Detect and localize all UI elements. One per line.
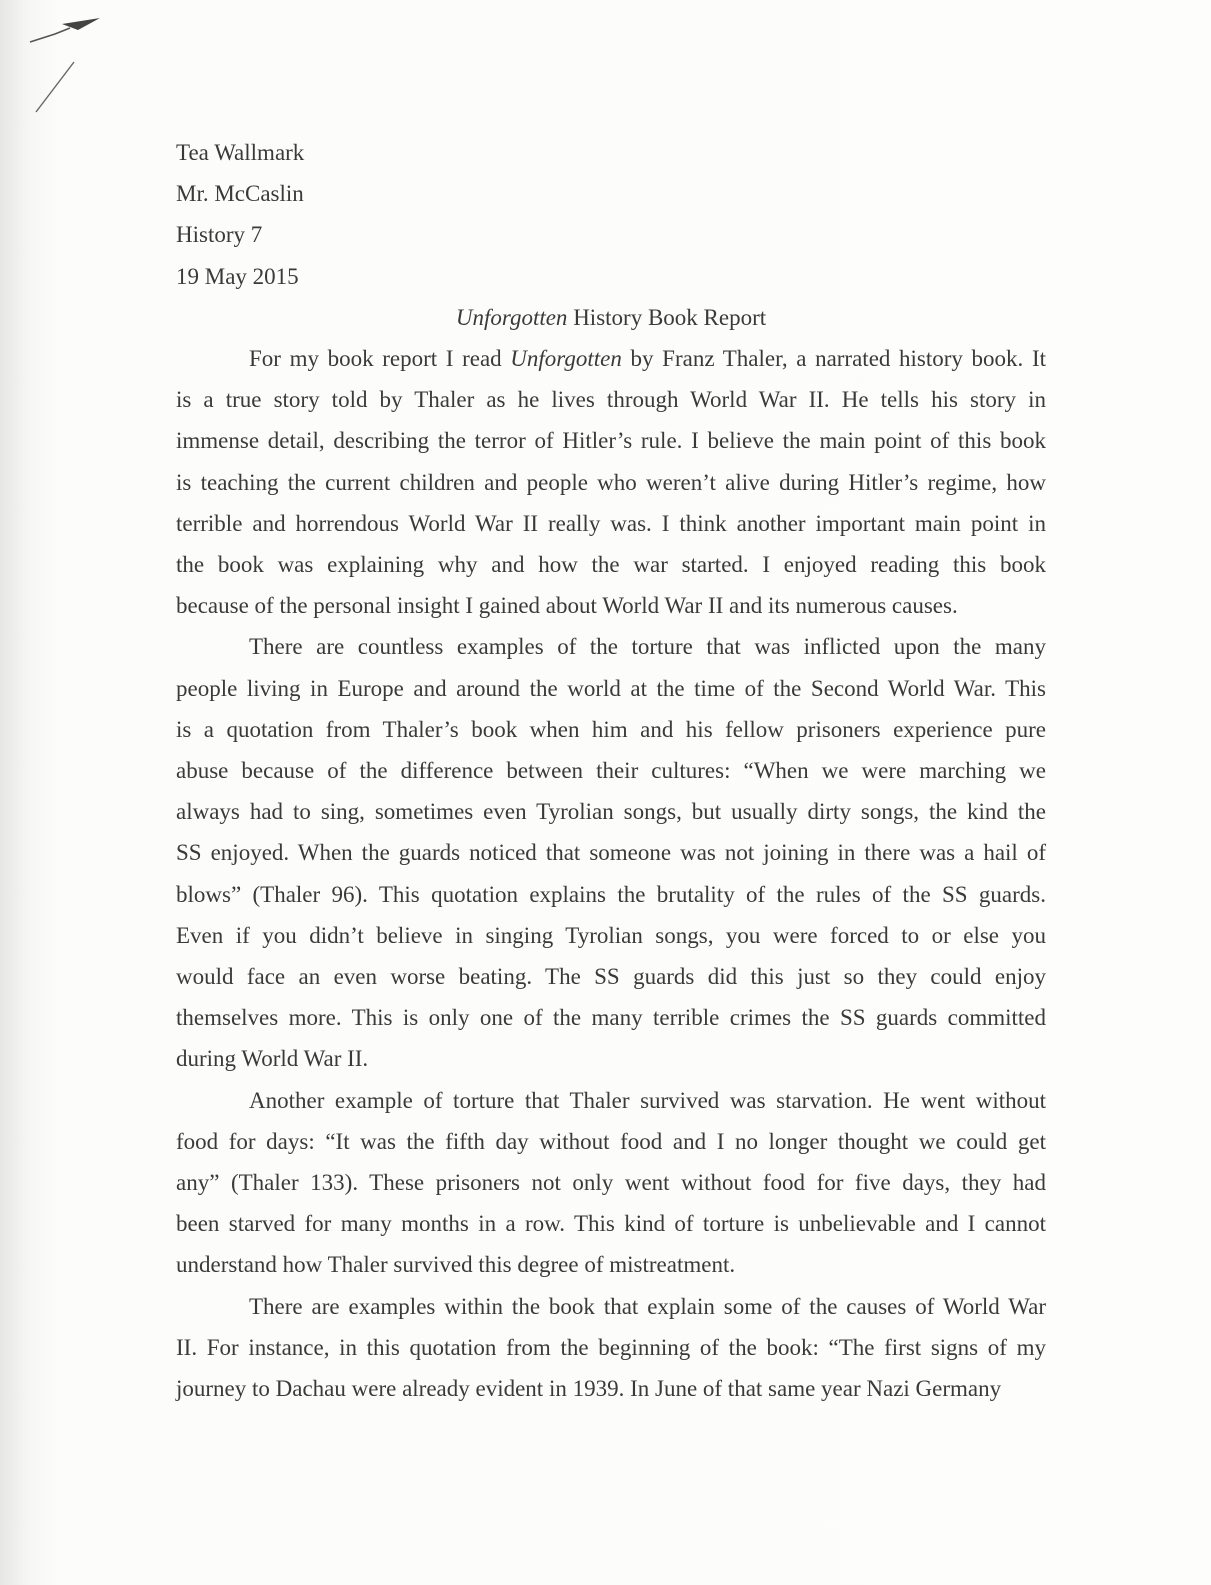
- paragraph: [176, 1286, 1046, 1410]
- text-line: is a quotation from Thaler’s book when him and his fellow prisoners experience pure: [176, 716, 1046, 742]
- text-line: any” (Thaler 133). These prisoners not only went without food for five days, they had: [176, 1170, 1046, 1196]
- text-line: is a true story told by Thaler as he lives through World War II. He tells his story in: [176, 387, 1046, 413]
- report-date: 19 May 2015: [176, 263, 299, 289]
- paragraph: [176, 1080, 1046, 1286]
- text-line: SS enjoyed. When the guards noticed that someone was not joining in there was a hail of: [176, 840, 1046, 866]
- text-line: [176, 338, 1046, 379]
- teacher-name: Mr. McCaslin: [176, 181, 304, 207]
- title-book-name: Unforgotten: [455, 304, 568, 330]
- paragraph: [176, 626, 1046, 1079]
- text-line: the book was explaining why and how the war started. I enjoyed reading this book: [176, 552, 1046, 578]
- text-line: terrible and horrendous World War II really was. I think another important main point in: [176, 510, 1046, 536]
- book-title-inline: Unforgotten: [510, 346, 622, 372]
- text-line: abuse because of the difference between their cultures: “When we were marching we: [176, 758, 1046, 784]
- pen-mark: [0, 0, 120, 140]
- text-segment: For my book report I read: [249, 346, 511, 372]
- text-line: because of the personal insight I gained about World War II and its numerous causes.: [176, 593, 958, 619]
- text-segment: by Franz Thaler, a narrated history book. It: [621, 346, 1046, 372]
- text-line: would face an even worse beating. The SS guards did this just so they could enjoy: [176, 964, 1046, 990]
- report-paragraphs: [176, 338, 1046, 1409]
- paragraph: [176, 338, 1046, 626]
- text-line: understand how Thaler survived this degree of mistreatment.: [176, 1252, 736, 1278]
- report-title: [176, 297, 1046, 338]
- text-line: There are examples within the book that explain some of the causes of World War: [249, 1293, 1046, 1319]
- text-line: Even if you didn’t believe in singing Tyrolian songs, you were forced to or else you: [176, 922, 1046, 948]
- text-line: people living in Europe and around the world at the time of the Second World War. This: [176, 675, 1046, 701]
- text-line: There are countless examples of the torture that was inflicted upon the many: [249, 634, 1046, 660]
- document-body: [176, 132, 1046, 1409]
- text-line: journey to Dachau were already evident in 1939. In June of that same year Nazi Germany: [176, 1376, 1002, 1402]
- student-name: Tea Wallmark: [176, 140, 305, 165]
- title-rest: History Book Report: [567, 304, 767, 330]
- text-line: themselves more. This is only one of the many terrible crimes the SS guards committed: [176, 1005, 1046, 1031]
- text-line: been starved for many months in a row. This kind of torture is unbelievable and I cannot: [176, 1211, 1046, 1237]
- text-line: food for days: “It was the fifth day without food and I no longer thought we could get: [176, 1128, 1046, 1154]
- text-line: during World War II.: [176, 1046, 369, 1072]
- text-line: immense detail, describing the terror of Hitler’s rule. I believe the main point of this book: [176, 428, 1046, 454]
- text-line: blows” (Thaler 96). This quotation explains the brutality of the rules of the SS guards.: [176, 881, 1046, 907]
- text-line: always had to sing, sometimes even Tyrolian songs, but usually dirty songs, the kind the: [176, 799, 1046, 825]
- text-line: II. For instance, in this quotation from the beginning of the book: “The first signs of my: [176, 1334, 1046, 1360]
- text-line: Another example of torture that Thaler survived was starvation. He went without: [249, 1087, 1046, 1113]
- text-line: is teaching the current children and people who weren’t alive during Hitler’s regime, how: [176, 469, 1046, 495]
- course-name: History 7: [176, 222, 263, 248]
